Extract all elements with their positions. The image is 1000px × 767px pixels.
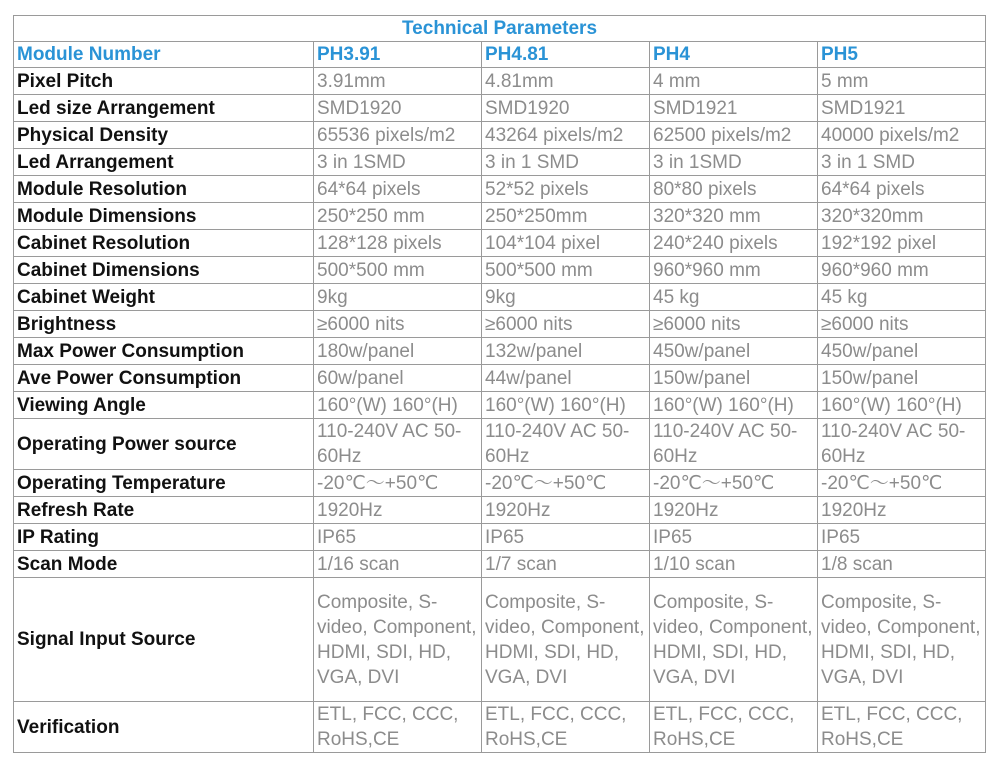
spec-table-container: [13, 15, 985, 753]
row-label: Max Power Consumption: [14, 338, 314, 365]
table-row: [14, 230, 986, 257]
row-value: 9kg: [314, 284, 482, 311]
row-value: 240*240 pixels: [650, 230, 818, 257]
row-value: 1/16 scan: [314, 551, 482, 578]
row-value: Composite, S-video, Component, HDMI, SDI, HD, VGA, DVI: [314, 578, 482, 702]
row-value: 500*500 mm: [482, 257, 650, 284]
row-label: Physical Density: [14, 122, 314, 149]
row-value: 1920Hz: [818, 497, 986, 524]
table-row: [14, 311, 986, 338]
header-model: PH4.81: [482, 42, 650, 68]
table-row: [14, 95, 986, 122]
row-value: 43264 pixels/m2: [482, 122, 650, 149]
row-value: 45 kg: [650, 284, 818, 311]
row-value: 320*320 mm: [650, 203, 818, 230]
header-model: PH5: [818, 42, 986, 68]
row-value: 110-240V AC 50-60Hz: [818, 419, 986, 470]
row-value: ETL, FCC, CCC, RoHS,CE: [482, 702, 650, 753]
row-value: 1920Hz: [650, 497, 818, 524]
row-value: 128*128 pixels: [314, 230, 482, 257]
row-value: 960*960 mm: [650, 257, 818, 284]
row-value: 4.81mm: [482, 68, 650, 95]
row-value: 160°(W) 160°(H): [650, 392, 818, 419]
row-value: 80*80 pixels: [650, 176, 818, 203]
row-value: 3 in 1SMD: [314, 149, 482, 176]
row-value: 3 in 1SMD: [650, 149, 818, 176]
row-label: Cabinet Resolution: [14, 230, 314, 257]
row-value: 150w/panel: [650, 365, 818, 392]
row-label: Verification: [14, 702, 314, 753]
row-value: 3 in 1 SMD: [482, 149, 650, 176]
row-value: SMD1921: [818, 95, 986, 122]
row-value: 62500 pixels/m2: [650, 122, 818, 149]
row-value: 9kg: [482, 284, 650, 311]
row-label: Viewing Angle: [14, 392, 314, 419]
row-value: 64*64 pixels: [314, 176, 482, 203]
row-value: IP65: [314, 524, 482, 551]
row-value: 5 mm: [818, 68, 986, 95]
row-label: Led Arrangement: [14, 149, 314, 176]
row-value: 250*250mm: [482, 203, 650, 230]
row-value: ≥6000 nits: [314, 311, 482, 338]
row-value: 52*52 pixels: [482, 176, 650, 203]
row-value: IP65: [650, 524, 818, 551]
row-value: 450w/panel: [650, 338, 818, 365]
row-value: 960*960 mm: [818, 257, 986, 284]
row-value: 1920Hz: [482, 497, 650, 524]
row-value: 1/10 scan: [650, 551, 818, 578]
row-value: ETL, FCC, CCC, RoHS,CE: [818, 702, 986, 753]
row-label: Signal Input Source: [14, 578, 314, 702]
row-value: 64*64 pixels: [818, 176, 986, 203]
row-label: Ave Power Consumption: [14, 365, 314, 392]
row-value: -20℃～+50℃: [482, 470, 650, 497]
table-row: [14, 524, 986, 551]
table-row: [14, 257, 986, 284]
row-value: Composite, S-video, Component, HDMI, SDI, HD, VGA, DVI: [482, 578, 650, 702]
row-label: Refresh Rate: [14, 497, 314, 524]
row-label: Pixel Pitch: [14, 68, 314, 95]
row-value: -20℃～+50℃: [818, 470, 986, 497]
row-value: IP65: [818, 524, 986, 551]
row-value: 192*192 pixel: [818, 230, 986, 257]
row-value: 110-240V AC 50-60Hz: [650, 419, 818, 470]
row-value: Composite, S-video, Component, HDMI, SDI, HD, VGA, DVI: [650, 578, 818, 702]
row-label: Brightness: [14, 311, 314, 338]
table-row: [14, 497, 986, 524]
row-value: 3.91mm: [314, 68, 482, 95]
row-value: 1/7 scan: [482, 551, 650, 578]
row-label: Led size Arrangement: [14, 95, 314, 122]
row-value: SMD1920: [314, 95, 482, 122]
table-row: [14, 419, 986, 470]
row-value: 60w/panel: [314, 365, 482, 392]
row-value: 1920Hz: [314, 497, 482, 524]
row-label: Operating Temperature: [14, 470, 314, 497]
table-row: [14, 68, 986, 95]
table-title: Technical Parameters: [14, 16, 986, 42]
row-value: 160°(W) 160°(H): [482, 392, 650, 419]
row-value: 500*500 mm: [314, 257, 482, 284]
header-model: PH4: [650, 42, 818, 68]
row-label: Cabinet Weight: [14, 284, 314, 311]
row-value: 110-240V AC 50-60Hz: [314, 419, 482, 470]
row-value: 150w/panel: [818, 365, 986, 392]
row-value: Composite, S-video, Component, HDMI, SDI, HD, VGA, DVI: [818, 578, 986, 702]
row-value: 180w/panel: [314, 338, 482, 365]
header-label: Module Number: [14, 42, 314, 68]
row-value: 110-240V AC 50-60Hz: [482, 419, 650, 470]
row-label: Scan Mode: [14, 551, 314, 578]
table-row: [14, 392, 986, 419]
row-value: 44w/panel: [482, 365, 650, 392]
table-row: [14, 122, 986, 149]
row-value: SMD1921: [650, 95, 818, 122]
row-value: 250*250 mm: [314, 203, 482, 230]
technical-parameters-table: [13, 15, 986, 753]
table-row: [14, 338, 986, 365]
row-value: 320*320mm: [818, 203, 986, 230]
table-row: [14, 203, 986, 230]
row-value: 132w/panel: [482, 338, 650, 365]
row-value: 40000 pixels/m2: [818, 122, 986, 149]
table-row: [14, 470, 986, 497]
row-value: ETL, FCC, CCC, RoHS,CE: [314, 702, 482, 753]
table-row: [14, 284, 986, 311]
row-value: 65536 pixels/m2: [314, 122, 482, 149]
header-row: [14, 42, 986, 68]
table-row: [14, 365, 986, 392]
row-value: 45 kg: [818, 284, 986, 311]
table-row: [14, 578, 986, 702]
row-value: -20℃～+50℃: [314, 470, 482, 497]
table-row: [14, 702, 986, 753]
row-value: IP65: [482, 524, 650, 551]
row-value: ETL, FCC, CCC, RoHS,CE: [650, 702, 818, 753]
row-label: Operating Power source: [14, 419, 314, 470]
row-value: ≥6000 nits: [482, 311, 650, 338]
row-value: 450w/panel: [818, 338, 986, 365]
row-value: -20℃～+50℃: [650, 470, 818, 497]
row-value: 160°(W) 160°(H): [314, 392, 482, 419]
table-row: [14, 551, 986, 578]
row-value: 1/8 scan: [818, 551, 986, 578]
title-row: [14, 16, 986, 42]
row-label: Module Resolution: [14, 176, 314, 203]
row-value: 4 mm: [650, 68, 818, 95]
header-model: PH3.91: [314, 42, 482, 68]
row-value: 104*104 pixel: [482, 230, 650, 257]
row-value: ≥6000 nits: [818, 311, 986, 338]
row-value: ≥6000 nits: [650, 311, 818, 338]
table-row: [14, 176, 986, 203]
row-value: 160°(W) 160°(H): [818, 392, 986, 419]
row-value: 3 in 1 SMD: [818, 149, 986, 176]
row-label: Module Dimensions: [14, 203, 314, 230]
table-row: [14, 149, 986, 176]
row-label: Cabinet Dimensions: [14, 257, 314, 284]
row-label: IP Rating: [14, 524, 314, 551]
row-value: SMD1920: [482, 95, 650, 122]
